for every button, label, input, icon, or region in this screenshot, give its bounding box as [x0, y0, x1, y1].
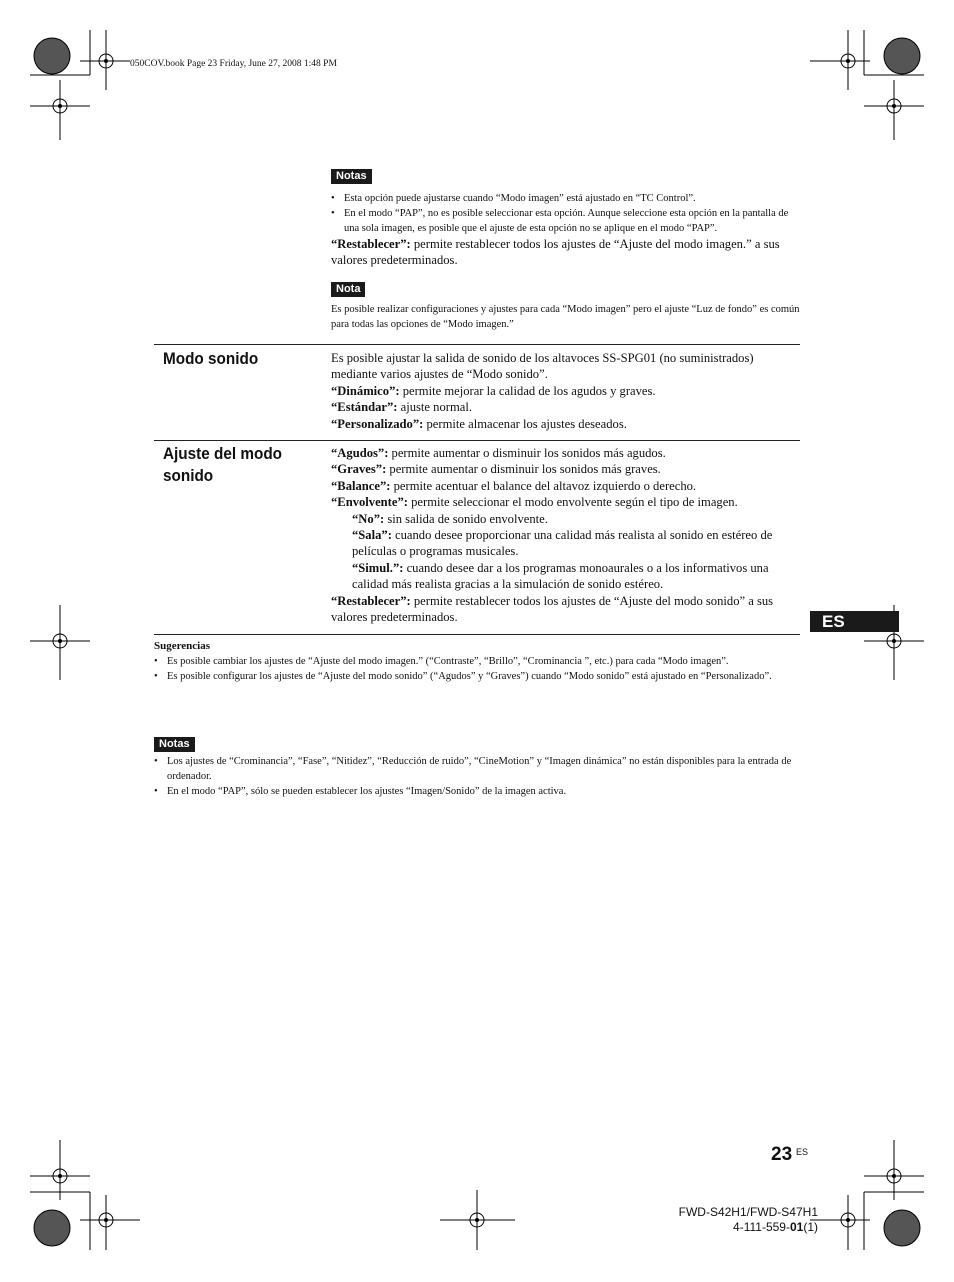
restablecer-paragraph [331, 236, 801, 269]
suboption-term: “Simul.”: [352, 560, 404, 575]
restablecer-term: “Restablecer”: [331, 237, 411, 251]
note-text: Es posible realizar configuraciones y ajustes para cada “Modo imagen” pero el ajuste “Luz de fondo” es común para todas las opciones de “Modo imagen.” [331, 303, 800, 330]
restablecer-term: “Restablecer”: [331, 593, 411, 608]
tip-item: • Es posible cambiar los ajustes de “Ajuste del modo imagen.” (“Contraste”, “Brillo”, “Crominancia ”, etc.) para cada “Modo imagen”. [154, 654, 800, 669]
option-text: permite aumentar o disminuir los sonidos más graves. [386, 462, 661, 477]
suboption-text: sin salida de sonido envolvente. [384, 511, 548, 526]
option-item [331, 478, 801, 494]
suboption-item [331, 511, 801, 527]
option-item [331, 399, 801, 415]
note-badge: Nota [331, 282, 365, 297]
note-item: • En el modo “PAP”, no es posible seleccionar esta opción. Aunque seleccione esta opción en la pantalla de una sola imagen, es posible que el ajuste de esta opción no se aplique en el modo “PAP”. [331, 206, 801, 236]
part-code [679, 1220, 818, 1235]
modo-sonido-intro: Es posible ajustar la salida de sonido de los altavoces SS-SPG01 (no suministrados) mediante varios ajustes de “Modo sonido”. [331, 351, 754, 382]
modo-sonido-content [331, 350, 801, 432]
ajuste-sonido-heading [163, 443, 282, 487]
model-info [679, 1205, 818, 1235]
page-number: 23 [771, 1144, 793, 1165]
restablecer-paragraph [331, 593, 801, 626]
sugerencias-title: Sugerencias [154, 640, 211, 652]
note-item: • Los ajustes de “Crominancia”, “Fase”, “Nitidez”, “Reducción de ruido”, “CineMotion” y “Imagen dinámica” no están disponibles para la entrada de ordenador. [154, 754, 800, 784]
option-term: “Dinámico”: [331, 383, 400, 398]
suboption-term: “Sala”: [352, 528, 392, 543]
file-info-header: 050COV.book Page 23 Friday, June 27, 2008 1:48 PM [130, 59, 337, 69]
option-term: “Estándar”: [331, 400, 398, 415]
divider [154, 440, 800, 441]
option-item [331, 445, 801, 461]
notes-list [331, 191, 801, 236]
suboption-item [331, 560, 801, 593]
option-term: “Envolvente”: [331, 495, 408, 510]
option-item [331, 383, 801, 399]
top-section [331, 166, 801, 332]
note-item: • En el modo “PAP”, sólo se pueden establecer los ajustes “Imagen/Sonido” de la imagen activa. [154, 784, 800, 799]
bottom-notes-section [154, 734, 800, 799]
suboption-term: “No”: [352, 511, 385, 526]
suboption-text: cuando desee proporcionar una calidad más realista al sonido en estéreo de películas o programas musicales. [352, 528, 773, 559]
option-item [331, 494, 801, 510]
option-text: permite acentuar el balance del altavoz izquierdo o derecho. [390, 478, 697, 493]
option-text: permite mejorar la calidad de los agudos y graves. [399, 383, 656, 398]
part-code-prefix: 4-111-559- [733, 1220, 790, 1234]
language-tab [810, 611, 899, 632]
divider [154, 344, 800, 345]
heading-line: Ajuste del modo [163, 444, 283, 463]
option-item [331, 416, 801, 432]
restablecer-text: permite restablecer todos los ajustes de “Ajuste del modo sonido” a sus valores predeterminados. [331, 593, 774, 625]
option-text: ajuste normal. [397, 400, 472, 415]
notes-badge: Notas [331, 169, 372, 184]
tip-item: • Es posible configurar los ajustes de “Ajuste del modo sonido” (“Agudos” y “Graves”) cuando “Modo sonido” está ajustado en “Personalizado”. [154, 669, 800, 684]
sugerencias-section [154, 639, 800, 684]
option-term: “Graves”: [331, 462, 387, 477]
modo-sonido-heading: Modo sonido [163, 349, 259, 368]
option-term: “Personalizado”: [331, 416, 424, 431]
option-text: permite almacenar los ajustes deseados. [423, 416, 627, 431]
option-term: “Balance”: [331, 478, 391, 493]
option-text: permite seleccionar el modo envolvente según el tipo de imagen. [407, 495, 738, 510]
ajuste-sonido-content [331, 445, 801, 625]
divider [154, 634, 800, 635]
notes-badge: Notas [154, 737, 195, 752]
restablecer-text: permite restablecer todos los ajustes de “Ajuste del modo imagen.” a sus valores predeterminados. [331, 237, 780, 268]
part-code-suffix: (1) [803, 1220, 818, 1234]
option-term: “Agudos”: [331, 446, 389, 460]
suboption-text: cuando desee dar a los programas monoaurales o a los informativos una calidad más realista gracias a la simulación de sonido estéreo. [352, 560, 769, 592]
model-number: FWD-S42H1/FWD-S47H1 [678, 1205, 818, 1219]
language-tab-label: ES [822, 612, 845, 631]
heading-line: sonido [163, 466, 214, 485]
suboption-item [331, 527, 801, 560]
page-number-suffix: ES [796, 1147, 809, 1157]
option-item [331, 461, 801, 477]
note-item: • Esta opción puede ajustarse cuando “Modo imagen” está ajustado en “TC Control”. [331, 191, 801, 206]
option-text: permite aumentar o disminuir los sonidos más agudos. [388, 446, 666, 460]
part-code-revision: 01 [789, 1220, 804, 1234]
